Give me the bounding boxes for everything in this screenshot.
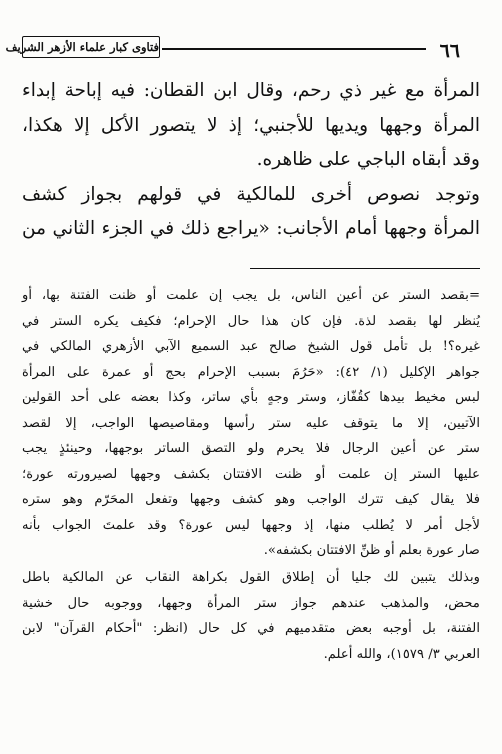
header-rule xyxy=(162,48,426,50)
footnote-line: وبذلك يتبين لك جليا أن إطلاق القول بكراهة النقاب عن المالكية باطل xyxy=(22,570,480,585)
text-line: وتوجد نصوص أخرى للمالكية في قولهم بجواز كشف xyxy=(22,183,480,205)
text-line: المرأة مع غير ذي رحم، وقال ابن القطان: فيه إباحة إبداء xyxy=(22,80,480,101)
footnote-separator xyxy=(250,268,480,269)
footnote-line: غيره؟! بل تأمل قول الشيخ صالح عبد السميع الآبي الأزهري المالكي في xyxy=(22,339,480,354)
footnote-line: ستر عن أعين الرجال فلا يحرم ولو التصق الساتر بوجهها، وحينئذٍ يجب xyxy=(22,441,480,456)
page-header xyxy=(5,36,480,64)
footnote-line: صار عورة بعلم أو ظنِّ الافتتان بكشفه». xyxy=(263,543,480,558)
footnote-conclusion xyxy=(22,565,480,667)
footnote-line: لأجل أمر لا يُطلب منها، إذ وجهها ليس عورة؟ وقد علمتَ الجواب بأنه xyxy=(22,517,480,533)
footnote-block xyxy=(22,283,480,564)
footnote-line: لبس مخيط بيدها كقُفّاز، وستر وجهٍ بأي ساتر، وكذا بعضه على أحد القولين xyxy=(22,390,480,405)
footnote-line: عليها الستر إن علمت أو ظنت الافتتان بكشف وجهها لصيرورته عورة؛ xyxy=(22,466,480,482)
footnote-line: جواهر الإكليل (١/ ٤٢): «حَرُمَ بسبب الإحرام بحج أو عمرة على المرأة xyxy=(22,364,480,380)
footnote-line: محض، والمذهب عندهم جواز ستر المرأة وجهها، ووجوبه حال خشية xyxy=(22,595,480,611)
text-line: وقد أبقاه الباجي على ظاهره. xyxy=(256,149,480,170)
text-line: المرأة وجهها ويديها للأجنبي؛ إذ لا يتصور الأكل إلا هكذا، xyxy=(22,114,480,136)
page-number: ٦٦ xyxy=(439,40,460,62)
book-title-cartouche: فتاوى كبار علماء الأزهر الشريف xyxy=(22,36,160,58)
footnote-line: فلا يقال كيف تترك الواجب وهو كشف وجهها وتفعل المحَرّم وهو ستره xyxy=(22,492,480,507)
main-text xyxy=(22,74,480,247)
footnote-line: الفتنة، بل أوجبه بعض متقدميهم في كل حال (انظر: "أحكام القرآن" لابن xyxy=(22,621,480,636)
footnote-line: يُنظر لها بقصد لذة. فإن كان هذا حال الإحرام؛ فكيف يكره الستر في xyxy=(22,313,480,329)
text-line: المرأة وجهها أمام الأجانب: «يراجع ذلك في الجزء الثاني من xyxy=(22,218,480,239)
footnote-line: العربي ٣/ ١٥٧٩)، والله أعلم. xyxy=(323,646,480,662)
footnote-line: =بقصد الستر عن أعين الناس، بل يجب إن علمت أو ظنت الفتنة بها، أو xyxy=(22,288,480,303)
footnote-line: الآتيين، إلا ما يتوقف عليه ستر رأسها ومقاصيصها الواجب، إلا لقصد xyxy=(22,415,480,431)
